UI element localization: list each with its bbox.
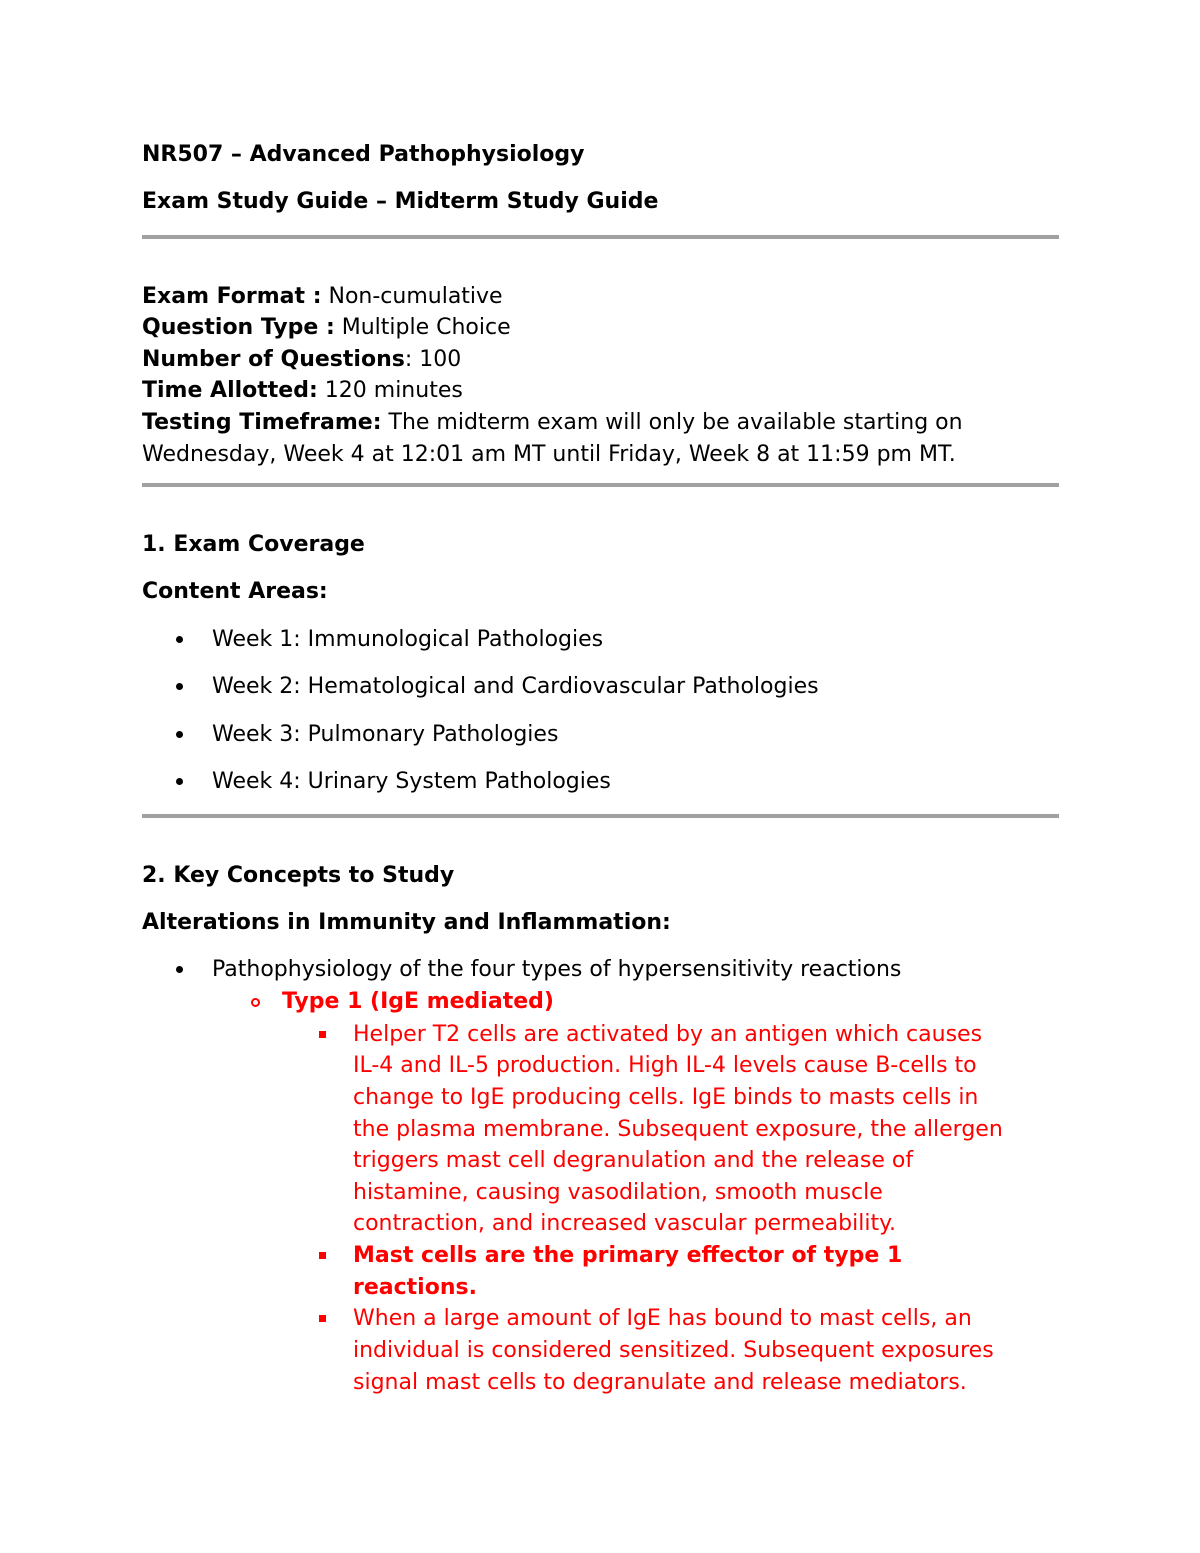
divider: [142, 814, 1059, 818]
bullet-icon: [176, 683, 183, 690]
time-allotted-line: [142, 375, 463, 407]
hollow-bullet-icon: [251, 998, 260, 1007]
point-line: contraction, and increased vascular permeability.: [353, 1211, 896, 1236]
point-line: IL-4 and IL-5 production. High IL-4 levels cause B-cells to: [353, 1053, 977, 1078]
num-questions-value: : 100: [404, 347, 462, 372]
bullet-icon: [176, 636, 183, 643]
document-title: NR507 – Advanced Pathophysiology: [142, 142, 585, 167]
square-bullet-icon: [319, 1031, 326, 1038]
square-bullet-icon: [319, 1252, 326, 1259]
bullet-icon: [176, 731, 183, 738]
num-questions-line: [142, 344, 461, 376]
exam-format-label: Exam Format :: [142, 284, 322, 309]
question-type-line: [142, 312, 511, 344]
list-item-text: Week 1: Immunological Pathologies: [212, 627, 604, 652]
section-heading-exam-coverage: 1. Exam Coverage: [142, 532, 365, 557]
bullet-icon: [176, 778, 183, 785]
time-allotted-value: 120 minutes: [317, 378, 463, 403]
point-line: individual is considered sensitized. Subsequent exposures: [353, 1338, 994, 1363]
point-line: triggers mast cell degranulation and the release of: [353, 1148, 914, 1173]
exam-format-line: [142, 281, 503, 313]
list-item-text: Pathophysiology of the four types of hypersensitivity reactions: [212, 957, 902, 982]
point-line: histamine, causing vasodilation, smooth muscle: [353, 1180, 883, 1205]
list-item-text: Week 2: Hematological and Cardiovascular Pathologies: [212, 674, 819, 699]
point-line: Mast cells are the primary effector of type 1: [353, 1243, 903, 1268]
question-type-label: Question Type :: [142, 315, 335, 340]
point-line: Helper T2 cells are activated by an antigen which causes: [353, 1022, 983, 1047]
num-questions-label: Number of Questions: [142, 347, 405, 372]
point-line: reactions.: [353, 1275, 477, 1300]
exam-format-value: Non-cumulative: [321, 284, 503, 309]
testing-timeframe-label: Testing Timeframe:: [142, 410, 382, 435]
list-item-text: Week 4: Urinary System Pathologies: [212, 769, 611, 794]
section-heading-key-concepts: 2. Key Concepts to Study: [142, 863, 455, 888]
type-1-heading: Type 1 (IgE mediated): [282, 989, 554, 1014]
question-type-value: Multiple Choice: [334, 315, 511, 340]
testing-timeframe-value: The midterm exam will only be available starting on: [381, 410, 963, 435]
bullet-icon: [176, 966, 183, 973]
testing-timeframe-continued: Wednesday, Week 4 at 12:01 am MT until Friday, Week 8 at 11:59 pm MT.: [142, 442, 956, 467]
divider: [142, 483, 1059, 487]
point-line: When a large amount of IgE has bound to mast cells, an: [353, 1306, 972, 1331]
document-subtitle: Exam Study Guide – Midterm Study Guide: [142, 189, 659, 214]
immunity-inflammation-heading: Alterations in Immunity and Inflammation:: [142, 910, 671, 935]
list-item-text: Week 3: Pulmonary Pathologies: [212, 722, 559, 747]
point-line: signal mast cells to degranulate and release mediators.: [353, 1370, 967, 1395]
square-bullet-icon: [319, 1315, 326, 1322]
point-line: change to IgE producing cells. IgE binds to masts cells in: [353, 1085, 979, 1110]
content-areas-heading: Content Areas:: [142, 579, 328, 604]
point-line: the plasma membrane. Subsequent exposure, the allergen: [353, 1117, 1003, 1142]
testing-timeframe-line: [142, 407, 963, 439]
time-allotted-label: Time Allotted:: [142, 378, 318, 403]
divider: [142, 235, 1059, 239]
